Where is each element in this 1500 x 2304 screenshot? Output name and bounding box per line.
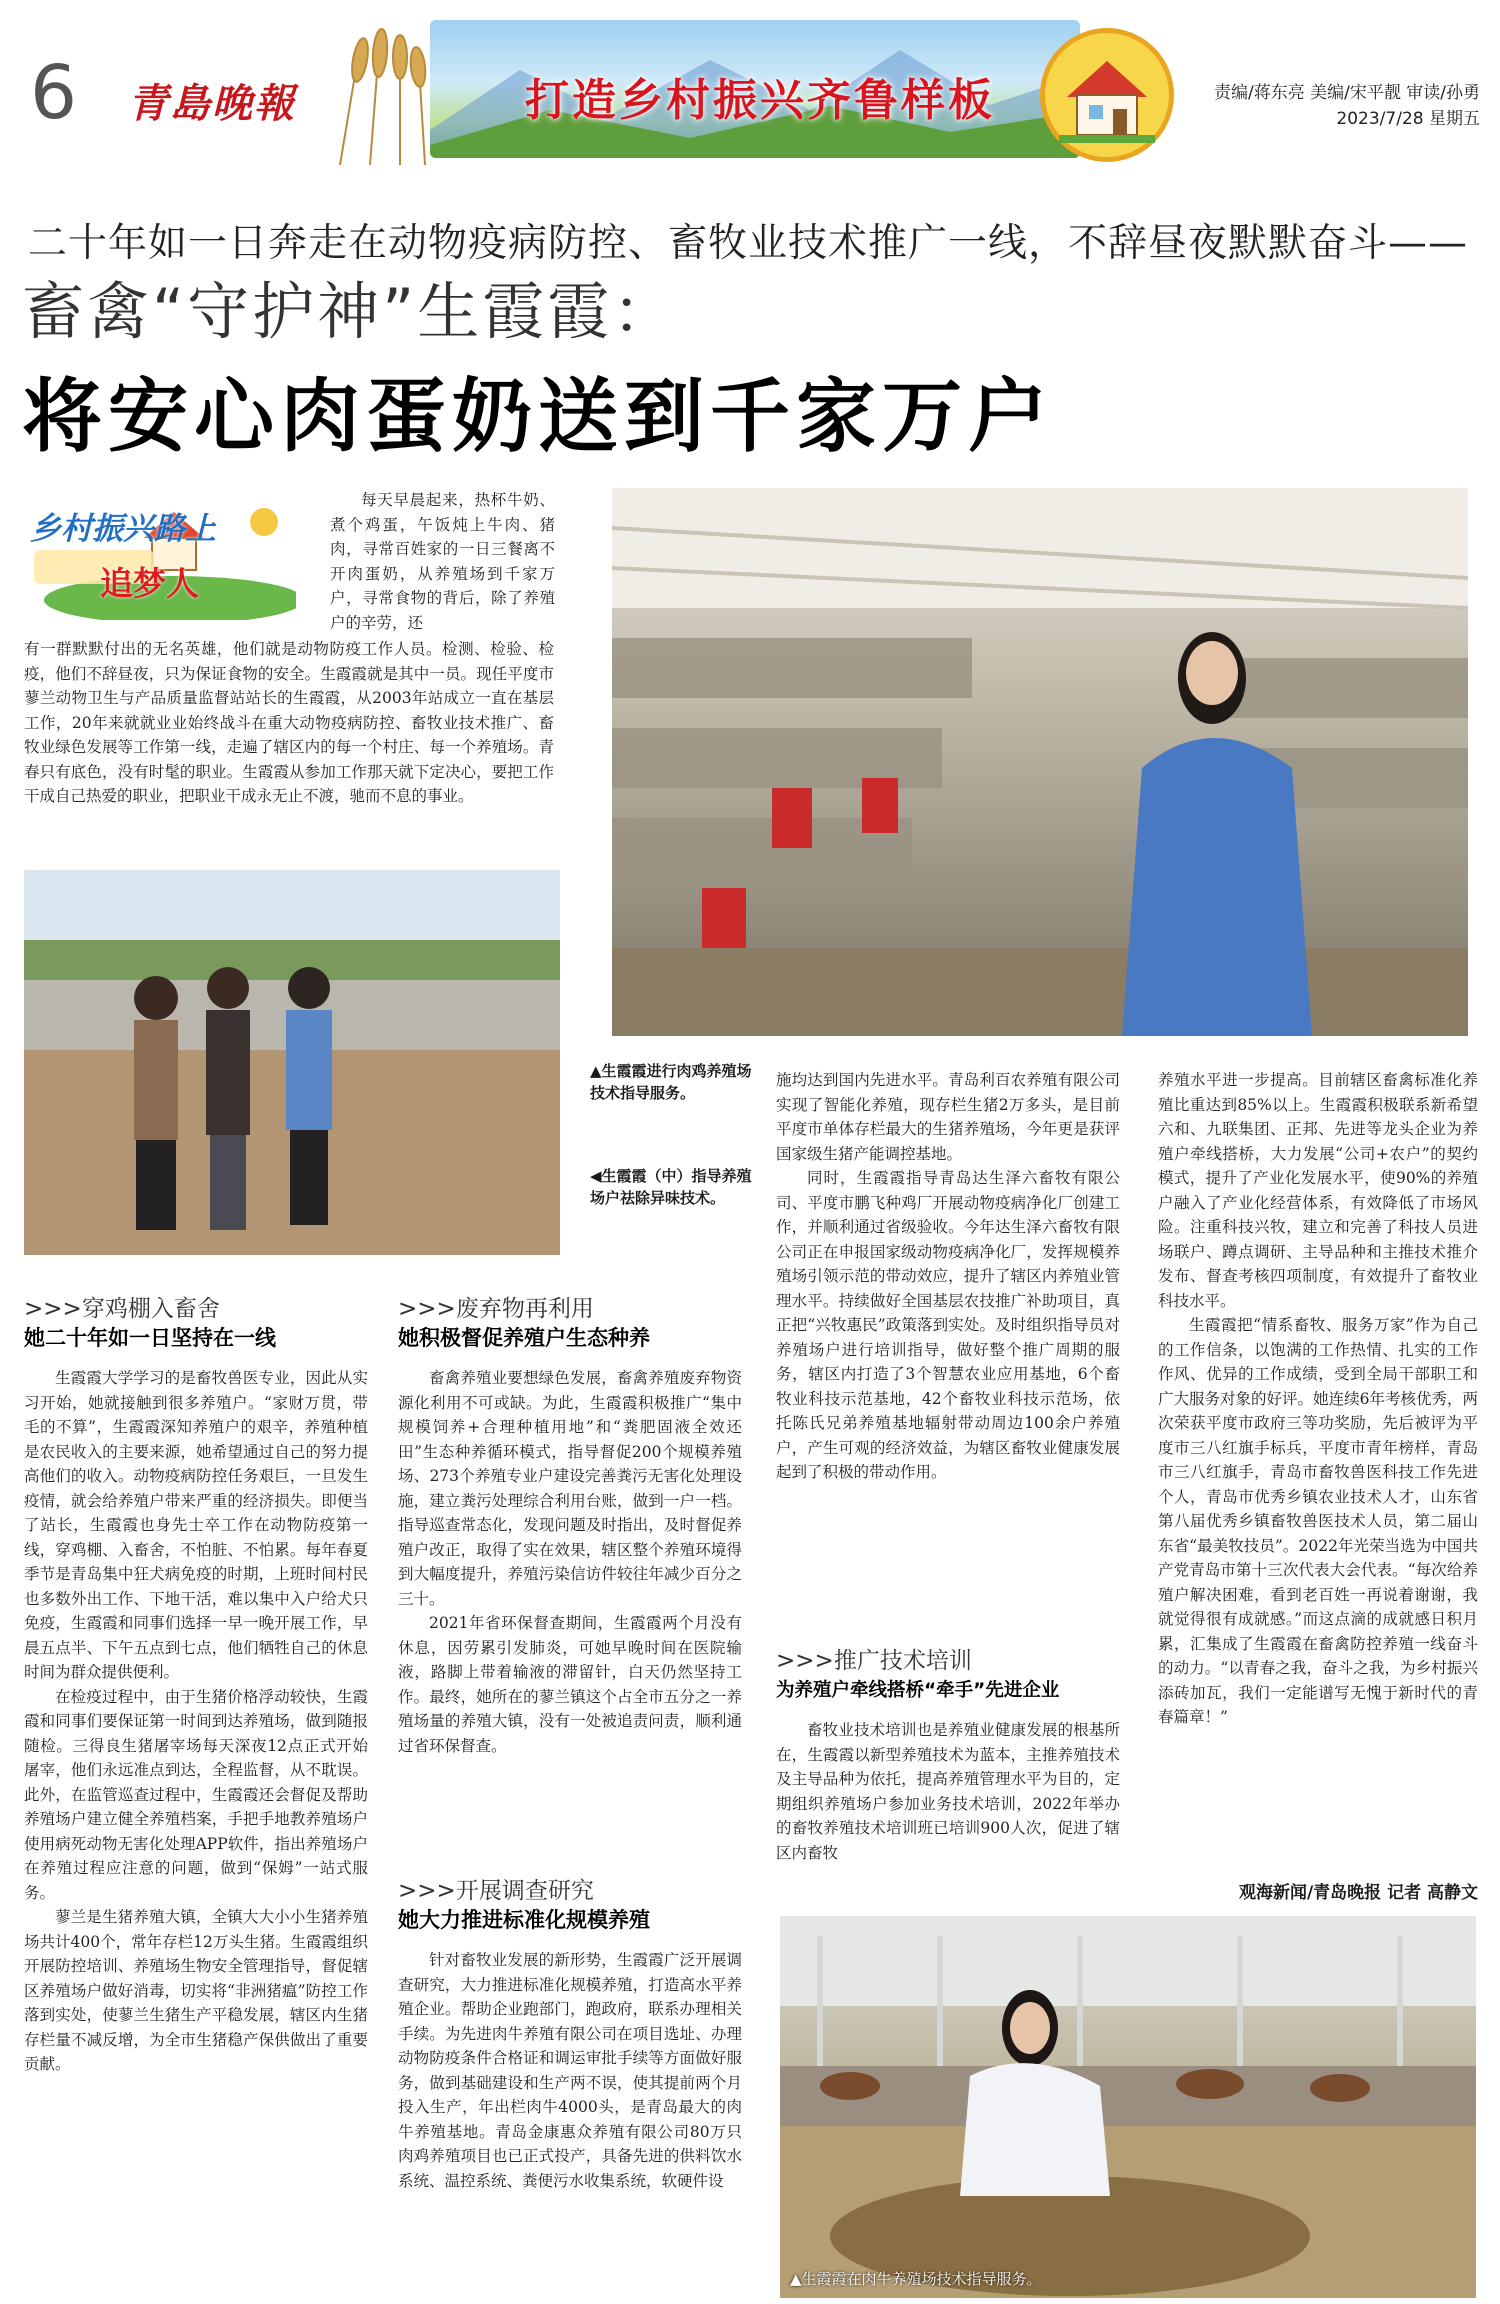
body-paragraph: 2021年省环保督查期间，生霞霞两个月没有休息，因劳累引发肺炎，可她早晚时间在医院输液，路脚上带着输液的滞留针，白天仍然坚持工作。最终，她所在的蓼兰镇这个占全市五分之一养殖场量的养殖大镇，没有一处被追责问责，顺利通过省环保督查。 xyxy=(398,1614,742,1755)
column-body xyxy=(1158,1068,1478,1730)
section-label: >>>开展调查研究 xyxy=(398,1878,594,1904)
headline-secondary: 将安心肉蛋奶送到千家万户 xyxy=(22,370,1054,463)
byline: 观海新闻/青岛晚报 记者 高静文 xyxy=(1238,1883,1478,1903)
section-body xyxy=(24,1366,368,2077)
column-logo-title: 乡村振兴路上 xyxy=(30,511,216,547)
headline-main: 畜禽“守护神”生霞霞： xyxy=(22,275,678,348)
page-number: 6 xyxy=(30,50,78,136)
body-paragraph: 施均达到国内先进水平。青岛利百农养殖有限公司实现了智能化养殖，现存栏生猪2万多头，是目前平度市单体存栏最大的生猪养殖场，今年更是获评国家级生猪产能调控基地。 xyxy=(776,1071,1120,1163)
section-title: 为养殖户牵线搭桥“牵手”先进企业 xyxy=(776,1680,1060,1701)
photo-caption-field: ◀生霞霞（中）指导养殖场户祛除异味技术。 xyxy=(590,1167,752,1207)
section-label: >>>推广技术培训 xyxy=(776,1648,972,1674)
section-title: 她大力推进标准化规模养殖 xyxy=(398,1908,650,1932)
section-title: 她二十年如一日坚持在一线 xyxy=(24,1326,276,1350)
editor-credits xyxy=(1180,80,1480,132)
body-paragraph: 养殖水平进一步提高。目前辖区畜禽标准化养殖比重达到85%以上。生霞霞积极联系新希望六和、九联集团、正邦、先进等龙头企业为养殖户牵线搭桥，大力发展“公司+农户”的契约模式，提升了产业化发展水平，使90%的养殖户融入了产业化经营体系，有效降低了市场风险。注重科技兴牧，建立和完善了科技人员进场联户、蹲点调研、主导品种和主推技术推介发布、督查考核四项制度，有效提升了畜牧业科技水平。 xyxy=(1158,1071,1478,1310)
intro-paragraph-continued: 有一群默默付出的无名英雄，他们就是动物防疫工作人员。检测、检验、检疫，他们不辞昼夜，只为保证食物的安全。生霞霞就是其中一员。现任平度市蓼兰动物卫生与产品质量监督站站长的生霞霞，从2003年站成立一直在基层工作，20年来就就业业始终战斗在重大动物疫病防控、畜牧业技术推广、畜牧业绿色发展等工作第一线，走遍了辖区内的每一个村庄、每一个养殖场。青春只有底色，没有时髦的职业。生霞霞从参加工作那天就下定决心，要把工作干成自己热爱的职业，把职业干成永无止不渡，驰而不息的事业。 xyxy=(24,640,554,805)
body-paragraph: 生霞霞大学学习的是畜牧兽医专业，因此从实习开始，她就接触到很多养殖户。“家财万贯，带毛的不算”，生霞霞深知养殖户的艰辛，养殖种植是农民收入的主要来源，她希望通过自己的努力提高他们的收入。动物疫病防控任务艰巨，一旦发生疫情，就会给养殖户带来严重的经济损失。即便当了站长，生霞霞也身先士卒工作在动物防疫第一线，穿鸡棚、入畜舍，不怕脏、不怕累。每年春夏季节是青岛集中狂犬病免疫的时期，上班时间村民也多数外出工作、下地干活，难以集中入户给犬只免疫，生霞霞和同事们选择一早一晚开展工作，早晨五点半、下午五点到七点，他们牺牲自己的休息时间为群众提供便利。 xyxy=(24,1369,368,1681)
photo-chicken-farm xyxy=(612,488,1468,1036)
column-body xyxy=(776,1068,1120,1485)
section-title: 她积极督促养殖户生态种养 xyxy=(398,1326,650,1350)
body-paragraph: 畜牧业技术培训也是养殖业健康发展的根基所在，生霞霞以新型养殖技术为蓝本，主推养殖技术及主导品种为依托，提高养殖管理水平为目的，定期组织养殖场户参加业务技术培训，2022年举办的畜牧养殖技术培训班已培训900人次，促进了辖区内畜牧 xyxy=(776,1721,1120,1862)
section-body xyxy=(398,1366,742,1758)
photo-cattle-farm xyxy=(780,1916,1476,2298)
body-paragraph: 针对畜牧业发展的新形势，生霞霞广泛开展调查研究，大力推进标准化规模养殖，打造高水平养殖企业。帮助企业跑部门，跑政府，联系办理相关手续。为先进肉牛养殖有限公司在项目选址、办理动物防疫条件合格证和调运审批手续等方面做好服务，做到基础建设和生产两不误，使其提前两个月投入生产，年出栏肉牛4000头，是青岛最大的肉牛养殖基地。青岛金康惠众养殖有限公司80万只肉鸡养殖项目也已正式投产，具备先进的供料饮水系统、温控系统、粪便污水收集系统，软硬件设 xyxy=(398,1951,742,2190)
section-body xyxy=(776,1718,1120,1865)
body-paragraph: 同时，生霞霞指导青岛达生泽六畜牧有限公司、平度市鹏飞种鸡厂开展动物疫病净化厂创建工作，并顺利通过省级验收。今年达生泽六畜牧有限公司正在申报国家级动物疫病净化厂，发挥规模养殖场引领示范的带动效应，提升了辖区内养殖业管理水平。持续做好全国基层农技推广补助项目，真正把“兴牧惠民”政策落到实处。及时组织指导员对养殖场户进行培训指导，做好整个推广周期的服务，辖区内打造了3个智慧农业应用基地，6个畜牧业科技示范基地，42个畜牧业科技示范场，依托陈氏兄弟养殖基地辐射带动周边100余户养殖户，产生可观的经济效益，为辖区畜牧业健康发展起到了积极的带动作用。 xyxy=(776,1169,1120,1481)
body-paragraph: 在检疫过程中，由于生猪价格浮动较快，生霞霞和同事们要保证第一时间到达养殖场，做到随报随检。三得良生猪屠宰场每天深夜12点正式开始屠宰，他们永远准点到达，全程监督，从不耽误。此外，在监管巡查过程中，生霞霞还会督促及帮助养殖场户建立健全养殖档案，手把手地教养殖场户使用病死动物无害化处理APP软件，指出养殖场户在养殖过程应注意的问题，做到“保姆”一站式服务。 xyxy=(24,1687,368,1902)
section-body xyxy=(398,1948,742,2193)
column-logo-subtitle: 追梦人 xyxy=(100,564,199,603)
section-label: >>>废弃物再利用 xyxy=(398,1296,594,1322)
body-paragraph: 生霞霞把“情系畜牧、服务万家”作为自己的工作信条，以饱满的工作热情、扎实的工作作风、优异的工作成绩，受到全局干部职工和广大服务对象的好评。她连续6年考核优秀，两次荣获平度市政府三等功奖励，先后被评为平度市三八红旗手标兵，平度市青年榜样，青岛市三八红旗手，青岛市畜牧兽医科技工作先进个人，青岛市优秀乡镇农业技术人才，山东省第八届优秀乡镇畜牧兽医技术人员，第二届山东省“最美牧技员”。2022年光荣当选为中国共产党青岛市第十三次代表大会代表。“每次给养殖户解决困难，看到老百姓一再说着谢谢，我就觉得很有成就感。”而这点滴的成就感日积月累，汇集成了生霞霞在畜禽防控养殖一线奋斗的动力。“以青春之我，奋斗之我，为乡村振兴添砖加瓦，我们一定能谱写无愧于新时代的青春篇章！” xyxy=(1158,1316,1478,1726)
credit-editors: 责编/蒋东亮 美编/宋平靓 审读/孙勇 xyxy=(1214,83,1480,103)
section-label: >>>穿鸡棚入畜舍 xyxy=(24,1296,220,1322)
photo-caption-cattle: ▲生霞霞在肉牛养殖场技术指导服务。 xyxy=(790,2270,1042,2288)
house-icon xyxy=(1040,28,1174,162)
banner-title: 打造乡村振兴齐鲁样板 xyxy=(525,75,995,126)
intro-paragraph-start: 每天早晨起来，热杯牛奶、煮个鸡蛋，午饭炖上牛肉、猪肉，寻常百姓家的一日三餐离不开肉蛋奶，从养殖场到千家万户，寻常食物的背后，除了养殖户的辛劳，还 xyxy=(330,491,555,632)
paper-logo: 青島晚報 xyxy=(128,80,296,127)
headline-kicker: 二十年如一日奔走在动物疫病防控、畜牧业技术推广一线，不辞昼夜默默奋斗—— xyxy=(28,221,1469,266)
photo-caption-chicken: ▲生霞霞进行肉鸡养殖场技术指导服务。 xyxy=(590,1062,752,1102)
credit-date: 2023/7/28 星期五 xyxy=(1336,109,1480,129)
body-paragraph: 畜禽养殖业要想绿色发展，畜禽养殖废弃物资源化利用不可或缺。为此，生霞霞积极推广“集中规模饲养+合理种植用地”和“粪肥固液全效还田”生态种养循环模式，指导督促200个规模养殖场、273个养殖专业户建设完善粪污无害化处理设施，建立粪污处理综合利用台账，做到一户一档。指导巡查常态化，发现问题及时指出，及时督促养殖户改正，取得了实在效果，辖区整个养殖环境得到大幅度提升，养殖污染信访件较往年减少百分之三十。 xyxy=(398,1369,742,1608)
body-paragraph: 蓼兰是生猪养殖大镇，全镇大大小小生猪养殖场共计400个，常年存栏12万头生猪。生霞霞组织开展防控培训、养殖场生物安全管理指导，督促辖区养殖场户做好消毒，切实将“非洲猪瘟”防控工作落到实处，使蓼兰生猪生产平稳发展，辖区内生猪存栏量不减反增，为全市生猪稳产保供做出了重要贡献。 xyxy=(24,1908,368,2073)
photo-field-visit xyxy=(24,870,560,1255)
